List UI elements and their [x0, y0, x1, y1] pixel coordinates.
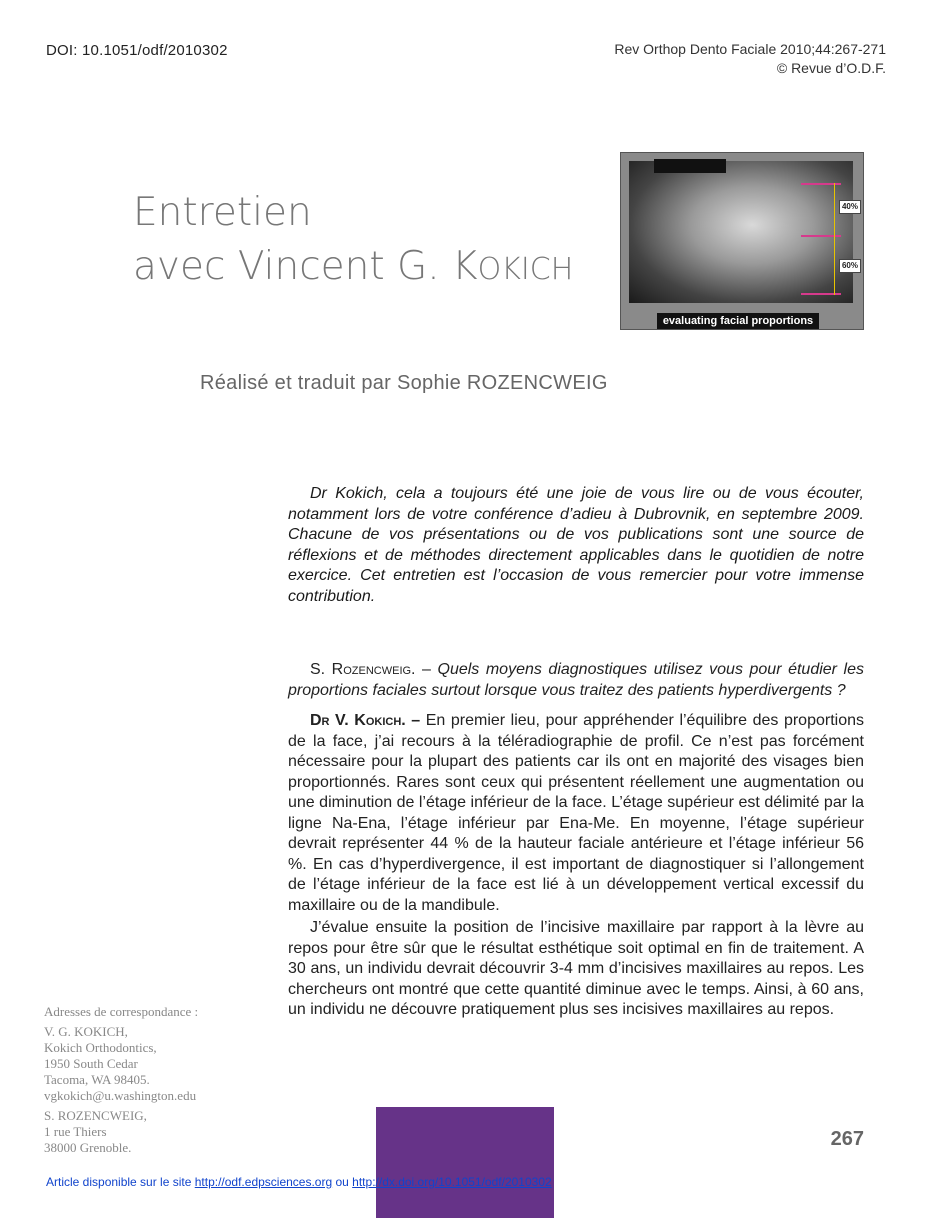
- figure-caption: evaluating facial proportions: [657, 313, 819, 329]
- copyright-notice: © Revue d’O.D.F.: [776, 60, 886, 76]
- footer-middle: ou: [332, 1175, 353, 1189]
- intro-paragraph: Dr Kokich, cela a toujours été une joie de vous lire ou de vous écouter, notamment lors de votre conférence d’adieu à Dubrovnik, en septembre 2009. Chacune de vos présentations ou de vos publications sont une source de réflexions et de méthodes directement applicables dans le quotidien de notre exercice. Cet entretien est l’occasion de vous remercier pour votre immense contribution.: [288, 485, 864, 605]
- email-address[interactable]: vgkokich@u.washington.edu: [44, 1088, 197, 1103]
- question-1: [288, 660, 864, 701]
- edp-sciences-link[interactable]: http://odf.edpsciences.org: [194, 1175, 333, 1189]
- address-kokich: [44, 1024, 198, 1104]
- proportion-vertical-line: [834, 183, 835, 295]
- title-name-smallcaps: OKICH: [477, 252, 574, 287]
- answer-1-paragraph-1: [288, 711, 864, 916]
- upper-percentage-badge: 40%: [839, 200, 861, 214]
- title-line-2: [133, 240, 573, 297]
- correspondence-addresses: [44, 1004, 198, 1160]
- address-line: Tacoma, WA 98405.: [44, 1072, 150, 1087]
- journal-reference: Rev Orthop Dento Faciale 2010;44:267-271: [614, 41, 886, 57]
- introduction: [288, 484, 864, 607]
- cephalometric-figure: [620, 152, 864, 330]
- answer-1-paragraph-2: J’évalue ensuite la position de l’incisive maxillaire par rapport à la lèvre au repos pour être sûr que le résultat esthétique soit optimal en fin de traitement. A 30 ans, un individu devrait découvrir 3-4 mm d’incisives maxillaires au repos. Les chercheurs ont montré que cette quantité diminue avec le temps. Ainsi, à 60 ans, un individu ne découvre pratiquement plus ses incisives maxillaires au repos.: [288, 919, 864, 1018]
- address-line: 1 rue Thiers: [44, 1124, 107, 1139]
- question-text: Quels moyens diagnostiques utilisez vous pour étudier les proportions faciales surtout lorsque vous traitez des patients hyperdivergents ?: [288, 661, 864, 699]
- journal-citation: [614, 40, 886, 78]
- article-title: [133, 186, 573, 297]
- availability-footer: [46, 1175, 552, 1189]
- interview-body: [288, 660, 864, 1021]
- proportion-guide-middle: [801, 235, 841, 237]
- doi-label: DOI: 10.1051/odf/2010302: [46, 42, 228, 59]
- address-rozencweig: [44, 1108, 198, 1156]
- answer-text: En premier lieu, pour appréhender l’équilibre des proportions de la face, j’ai recours à la téléradiographie de profil. Ce n’est pas forcément nécessaire pour la plupart des patients car ils ont en majorité des visages bien proportionnés. Rares sont ceux qui présentent réellement une augmentation ou une diminution de l’étage inférieur de la face. L’étage supérieur est délimité par la ligne Na-Ena, l’étage inférieur par Ena-Me. En moyenne, l’étage supérieur devrait représenter 44 % de la hauteur faciale antérieure et l’étage inférieur 56 %. En cas d’hyperdivergence, il est important de diagnostiquer si l’allongement de l’étage inférieur de la face est lié à un développement vertical excessif du maxillaire ou de la mandibule.: [288, 712, 864, 914]
- proportion-guide-bottom: [801, 293, 841, 295]
- address-line: 1950 South Cedar: [44, 1056, 138, 1071]
- footer-prefix: Article disponible sur le site: [46, 1175, 195, 1189]
- lower-percentage-badge: 60%: [839, 259, 861, 273]
- correspondence-heading: Adresses de correspondance :: [44, 1004, 199, 1019]
- page-number: 267: [830, 1128, 864, 1150]
- address-line: 38000 Grenoble.: [44, 1140, 132, 1155]
- title-name-prefix: avec Vincent G. K: [133, 244, 478, 289]
- author-credit: Réalisé et traduit par Sophie ROZENCWEIG: [200, 372, 608, 394]
- interviewee-name: Dr V. Kokich. –: [310, 712, 421, 729]
- figure-redaction-bar: [654, 159, 726, 173]
- title-line-1: Entretien: [133, 190, 312, 235]
- purple-overlay-block: [376, 1107, 554, 1218]
- address-line: V. G. KOKICH,: [44, 1024, 128, 1039]
- doi-link[interactable]: http://dx.doi.org/10.1051/odf/2010302: [352, 1175, 552, 1189]
- proportion-guide-top: [801, 183, 841, 185]
- interviewer-name: S. Rozencweig. –: [310, 661, 431, 678]
- address-line: S. ROZENCWEIG,: [44, 1108, 147, 1123]
- address-line: Kokich Orthodontics,: [44, 1040, 157, 1055]
